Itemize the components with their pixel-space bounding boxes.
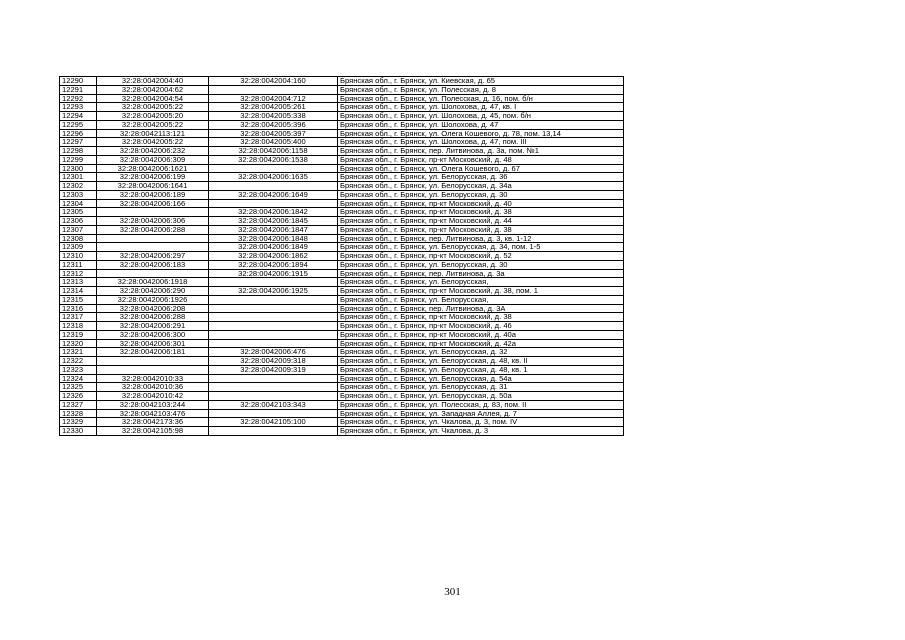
cadastral-number-cell: 32:28:0042005:20 <box>97 112 209 121</box>
address-cell: Брянская обл., г. Брянск, пр-кт Московский, д. 38, пом. 1 <box>338 287 624 296</box>
table-row <box>60 94 624 103</box>
address-cell: Брянская обл., г. Брянск, пр-кт Московский, д. 46 <box>338 322 624 331</box>
row-number-cell: 12306 <box>60 217 97 226</box>
row-number-cell: 12308 <box>60 234 97 243</box>
address-cell: Брянская обл., г. Брянск, ул. Шолохова, д. 47, кв. I <box>338 103 624 112</box>
row-number-cell: 12301 <box>60 173 97 182</box>
cadastral-number-cell: 32:28:0042103:244 <box>97 400 209 409</box>
object-cadastral-number-cell: 32:28:0042009:318 <box>209 357 338 366</box>
cadastral-number-cell: 32:28:0042006:189 <box>97 190 209 199</box>
cadastral-number-cell: 32:28:0042010:33 <box>97 374 209 383</box>
cadastral-number-cell: 32:28:0042006:183 <box>97 260 209 269</box>
object-cadastral-number-cell: 32:28:0042006:1635 <box>209 173 338 182</box>
table-row <box>60 357 624 366</box>
address-cell: Брянская обл., г. Брянск, ул. Шолохова, д. 45, пом. б/н <box>338 112 624 121</box>
row-number-cell: 12296 <box>60 129 97 138</box>
object-cadastral-number-cell <box>209 392 338 401</box>
row-number-cell: 12323 <box>60 365 97 374</box>
object-cadastral-number-cell: 32:28:0042005:338 <box>209 112 338 121</box>
address-cell: Брянская обл., г. Брянск, ул. Киевская, д. 65 <box>338 77 624 86</box>
table-row <box>60 77 624 86</box>
address-cell: Брянская обл., г. Брянск, пр-кт Московский, д. 38 <box>338 208 624 217</box>
table-row <box>60 199 624 208</box>
table-row <box>60 374 624 383</box>
cadastral-number-cell: 32:28:0042004:54 <box>97 94 209 103</box>
address-cell: Брянская обл., г. Брянск, пр-кт Московский, д. 38 <box>338 225 624 234</box>
address-cell: Брянская обл., г. Брянск, ул. Белорусская, <box>338 278 624 287</box>
address-cell: Брянская обл., г. Брянск, пр-кт Московский, д. 38 <box>338 313 624 322</box>
row-number-cell: 12290 <box>60 77 97 86</box>
address-cell: Брянская обл., г. Брянск, пр-кт Московский, д. 48 <box>338 155 624 164</box>
address-cell: Брянская обл., г. Брянск, пер. Литвинова, д. 3А <box>338 304 624 313</box>
table-row <box>60 392 624 401</box>
object-cadastral-number-cell <box>209 199 338 208</box>
cadastral-number-cell <box>97 243 209 252</box>
address-cell: Брянская обл., г. Брянск, пр-кт Московский, д. 42а <box>338 339 624 348</box>
cadastral-number-cell: 32:28:0042010:42 <box>97 392 209 401</box>
cadastral-number-cell: 32:28:0042006:291 <box>97 322 209 331</box>
row-number-cell: 12318 <box>60 322 97 331</box>
row-number-cell: 12324 <box>60 374 97 383</box>
row-number-cell: 12327 <box>60 400 97 409</box>
cadastral-number-cell: 32:28:0042006:1926 <box>97 295 209 304</box>
object-cadastral-number-cell: 32:28:0042006:1842 <box>209 208 338 217</box>
object-cadastral-number-cell: 32:28:0042005:396 <box>209 120 338 129</box>
object-cadastral-number-cell: 32:28:0042004:160 <box>209 77 338 86</box>
object-cadastral-number-cell <box>209 313 338 322</box>
address-cell: Брянская обл., г. Брянск, ул. Белорусская, д. 50а <box>338 392 624 401</box>
address-cell: Брянская обл., г. Брянск, ул. Полесская, д. 8 <box>338 85 624 94</box>
address-cell: Брянская обл., г. Брянск, ул. Белорусская, д. 48, кв. II <box>338 357 624 366</box>
cadastral-number-cell: 32:28:0042006:288 <box>97 313 209 322</box>
object-cadastral-number-cell: 32:28:0042006:1862 <box>209 252 338 261</box>
cadastral-number-cell <box>97 365 209 374</box>
row-number-cell: 12316 <box>60 304 97 313</box>
address-cell: Брянская обл., г. Брянск, ул. Чкалова, д. 3 <box>338 427 624 436</box>
cadastral-number-cell: 32:28:0042010:36 <box>97 383 209 392</box>
object-cadastral-number-cell <box>209 85 338 94</box>
cadastral-number-cell: 32:28:0042006:232 <box>97 147 209 156</box>
table-row <box>60 313 624 322</box>
cadastral-number-cell: 32:28:0042006:297 <box>97 252 209 261</box>
cadastral-number-cell: 32:28:0042006:301 <box>97 339 209 348</box>
row-number-cell: 12297 <box>60 138 97 147</box>
registry-table-body <box>60 77 624 436</box>
cadastral-number-cell <box>97 234 209 243</box>
table-row <box>60 147 624 156</box>
cadastral-number-cell: 32:28:0042105:98 <box>97 427 209 436</box>
cadastral-number-cell: 32:28:0042006:288 <box>97 225 209 234</box>
row-number-cell: 12311 <box>60 260 97 269</box>
cadastral-number-cell: 32:28:0042006:208 <box>97 304 209 313</box>
row-number-cell: 12322 <box>60 357 97 366</box>
row-number-cell: 12302 <box>60 182 97 191</box>
cadastral-number-cell: 32:28:0042005:22 <box>97 120 209 129</box>
row-number-cell: 12309 <box>60 243 97 252</box>
row-number-cell: 12329 <box>60 418 97 427</box>
row-number-cell: 12315 <box>60 295 97 304</box>
object-cadastral-number-cell: 32:28:0042006:1158 <box>209 147 338 156</box>
cadastral-number-cell: 32:28:0042006:1918 <box>97 278 209 287</box>
address-cell: Брянская обл., г. Брянск, ул. Белорусская, д. 36 <box>338 173 624 182</box>
address-cell: Брянская обл., г. Брянск, ул. Белорусская, <box>338 295 624 304</box>
object-cadastral-number-cell: 32:28:0042006:1915 <box>209 269 338 278</box>
cadastral-number-cell: 32:28:0042006:309 <box>97 155 209 164</box>
object-cadastral-number-cell: 32:28:0042006:1925 <box>209 287 338 296</box>
table-row <box>60 155 624 164</box>
table-row <box>60 252 624 261</box>
table-row <box>60 348 624 357</box>
table-row <box>60 234 624 243</box>
address-cell: Брянская обл., г. Брянск, пер. Литвинова, д. 3, кв. 1-12 <box>338 234 624 243</box>
address-cell: Брянская обл., г. Брянск, ул. Западная Аллея, д. 7 <box>338 409 624 418</box>
object-cadastral-number-cell: 32:28:0042103:343 <box>209 400 338 409</box>
table-row <box>60 269 624 278</box>
cadastral-number-cell: 32:28:0042006:1621 <box>97 164 209 173</box>
row-number-cell: 12294 <box>60 112 97 121</box>
object-cadastral-number-cell: 32:28:0042006:1649 <box>209 190 338 199</box>
cadastral-number-cell: 32:28:0042004:62 <box>97 85 209 94</box>
object-cadastral-number-cell: 32:28:0042005:397 <box>209 129 338 138</box>
address-cell: Брянская обл., г. Брянск, ул. Белорусская, д. 34а <box>338 182 624 191</box>
object-cadastral-number-cell <box>209 164 338 173</box>
cadastral-number-cell: 32:28:0042005:22 <box>97 138 209 147</box>
table-row <box>60 164 624 173</box>
object-cadastral-number-cell: 32:28:0042006:1848 <box>209 234 338 243</box>
cadastral-number-cell: 32:28:0042103:476 <box>97 409 209 418</box>
table-row <box>60 400 624 409</box>
table-row <box>60 383 624 392</box>
row-number-cell: 12313 <box>60 278 97 287</box>
row-number-cell: 12300 <box>60 164 97 173</box>
cadastral-number-cell: 32:28:0042006:306 <box>97 217 209 226</box>
row-number-cell: 12305 <box>60 208 97 217</box>
table-row <box>60 182 624 191</box>
address-cell: Брянская обл., г. Брянск, ул. Шолохова, д. 47, пом. III <box>338 138 624 147</box>
cadastral-number-cell <box>97 269 209 278</box>
table-row <box>60 278 624 287</box>
address-cell: Брянская обл., г. Брянск, ул. Чкалова, д. 3, пом. IV <box>338 418 624 427</box>
row-number-cell: 12325 <box>60 383 97 392</box>
object-cadastral-number-cell <box>209 409 338 418</box>
row-number-cell: 12291 <box>60 85 97 94</box>
table-row <box>60 217 624 226</box>
address-cell: Брянская обл., г. Брянск, ул. Шолохова, д. 47 <box>338 120 624 129</box>
table-row <box>60 173 624 182</box>
object-cadastral-number-cell <box>209 383 338 392</box>
cadastral-number-cell: 32:28:0042006:199 <box>97 173 209 182</box>
object-cadastral-number-cell: 32:28:0042105:100 <box>209 418 338 427</box>
row-number-cell: 12330 <box>60 427 97 436</box>
table-row <box>60 103 624 112</box>
row-number-cell: 12319 <box>60 330 97 339</box>
address-cell: Брянская обл., г. Брянск, ул. Белорусская, д. 30 <box>338 260 624 269</box>
table-row <box>60 190 624 199</box>
table-row <box>60 287 624 296</box>
table-row <box>60 243 624 252</box>
table-row <box>60 339 624 348</box>
address-cell: Брянская обл., г. Брянск, ул. Белорусская, д. 34, пом. 1-5 <box>338 243 624 252</box>
row-number-cell: 12321 <box>60 348 97 357</box>
object-cadastral-number-cell <box>209 427 338 436</box>
row-number-cell: 12328 <box>60 409 97 418</box>
row-number-cell: 12310 <box>60 252 97 261</box>
address-cell: Брянская обл., г. Брянск, ул. Олега Кошевого, д. 78, пом. 13,14 <box>338 129 624 138</box>
address-cell: Брянская обл., г. Брянск, пр-кт Московский, д. 52 <box>338 252 624 261</box>
table-row <box>60 295 624 304</box>
address-cell: Брянская обл., г. Брянск, ул. Олега Кошевого, д. 67 <box>338 164 624 173</box>
table-row <box>60 409 624 418</box>
address-cell: Брянская обл., г. Брянск, ул. Белорусская, д. 30 <box>338 190 624 199</box>
object-cadastral-number-cell <box>209 330 338 339</box>
table-row <box>60 330 624 339</box>
row-number-cell: 12320 <box>60 339 97 348</box>
table-row <box>60 138 624 147</box>
cadastral-number-cell: 32:28:0042006:300 <box>97 330 209 339</box>
address-cell: Брянская обл., г. Брянск, пр-кт Московский, д. 40а <box>338 330 624 339</box>
row-number-cell: 12292 <box>60 94 97 103</box>
table-row <box>60 112 624 121</box>
table-row <box>60 129 624 138</box>
cadastral-number-cell: 32:28:0042006:1641 <box>97 182 209 191</box>
address-cell: Брянская обл., г. Брянск, пр-кт Московский, д. 40 <box>338 199 624 208</box>
object-cadastral-number-cell: 32:28:0042006:1538 <box>209 155 338 164</box>
table-row <box>60 322 624 331</box>
object-cadastral-number-cell <box>209 322 338 331</box>
object-cadastral-number-cell: 32:28:0042004:712 <box>209 94 338 103</box>
object-cadastral-number-cell: 32:28:0042006:1847 <box>209 225 338 234</box>
address-cell: Брянская обл., г. Брянск, ул. Белорусская, д. 48, кв. 1 <box>338 365 624 374</box>
row-number-cell: 12295 <box>60 120 97 129</box>
cadastral-number-cell: 32:28:0042006:181 <box>97 348 209 357</box>
table-row <box>60 418 624 427</box>
object-cadastral-number-cell <box>209 278 338 287</box>
table-row <box>60 85 624 94</box>
row-number-cell: 12307 <box>60 225 97 234</box>
address-cell: Брянская обл., г. Брянск, ул. Полесская, д. 83, пом. II <box>338 400 624 409</box>
row-number-cell: 12299 <box>60 155 97 164</box>
table-row <box>60 427 624 436</box>
cadastral-number-cell: 32:28:0042004:40 <box>97 77 209 86</box>
object-cadastral-number-cell: 32:28:0042006:1894 <box>209 260 338 269</box>
object-cadastral-number-cell: 32:28:0042006:1849 <box>209 243 338 252</box>
address-cell: Брянская обл., г. Брянск, пер. Литвинова, д. 3а, пом. №1 <box>338 147 624 156</box>
table-row <box>60 365 624 374</box>
cadastral-number-cell: 32:28:0042005:22 <box>97 103 209 112</box>
object-cadastral-number-cell: 32:28:0042006:1845 <box>209 217 338 226</box>
object-cadastral-number-cell: 32:28:0042006:476 <box>209 348 338 357</box>
object-cadastral-number-cell: 32:28:0042005:400 <box>209 138 338 147</box>
row-number-cell: 12298 <box>60 147 97 156</box>
address-cell: Брянская обл., г. Брянск, ул. Белорусская, д. 54а <box>338 374 624 383</box>
object-cadastral-number-cell <box>209 182 338 191</box>
cadastral-number-cell: 32:28:0042006:290 <box>97 287 209 296</box>
row-number-cell: 12317 <box>60 313 97 322</box>
table-row <box>60 304 624 313</box>
page-number: 301 <box>444 586 461 598</box>
object-cadastral-number-cell <box>209 295 338 304</box>
cadastral-number-cell: 32:28:0042006:166 <box>97 199 209 208</box>
table-row <box>60 225 624 234</box>
registry-table <box>59 76 624 436</box>
row-number-cell: 12304 <box>60 199 97 208</box>
row-number-cell: 12314 <box>60 287 97 296</box>
object-cadastral-number-cell <box>209 339 338 348</box>
table-row <box>60 260 624 269</box>
row-number-cell: 12326 <box>60 392 97 401</box>
row-number-cell: 12312 <box>60 269 97 278</box>
table-row <box>60 208 624 217</box>
row-number-cell: 12293 <box>60 103 97 112</box>
address-cell: Брянская обл., г. Брянск, ул. Белорусская, д. 32 <box>338 348 624 357</box>
object-cadastral-number-cell: 32:28:0042009:319 <box>209 365 338 374</box>
cadastral-number-cell: 32:28:0042113:121 <box>97 129 209 138</box>
object-cadastral-number-cell <box>209 374 338 383</box>
object-cadastral-number-cell: 32:28:0042005:261 <box>209 103 338 112</box>
cadastral-number-cell <box>97 208 209 217</box>
address-cell: Брянская обл., г. Брянск, пер. Литвинова, д. 3а <box>338 269 624 278</box>
cadastral-number-cell: 32:28:0042173:36 <box>97 418 209 427</box>
cadastral-number-cell <box>97 357 209 366</box>
address-cell: Брянская обл., г. Брянск, ул. Полесская, д. 16, пом. б/н <box>338 94 624 103</box>
row-number-cell: 12303 <box>60 190 97 199</box>
object-cadastral-number-cell <box>209 304 338 313</box>
table-row <box>60 120 624 129</box>
address-cell: Брянская обл., г. Брянск, ул. Белорусская, д. 31 <box>338 383 624 392</box>
address-cell: Брянская обл., г. Брянск, пр-кт Московский, д. 44 <box>338 217 624 226</box>
